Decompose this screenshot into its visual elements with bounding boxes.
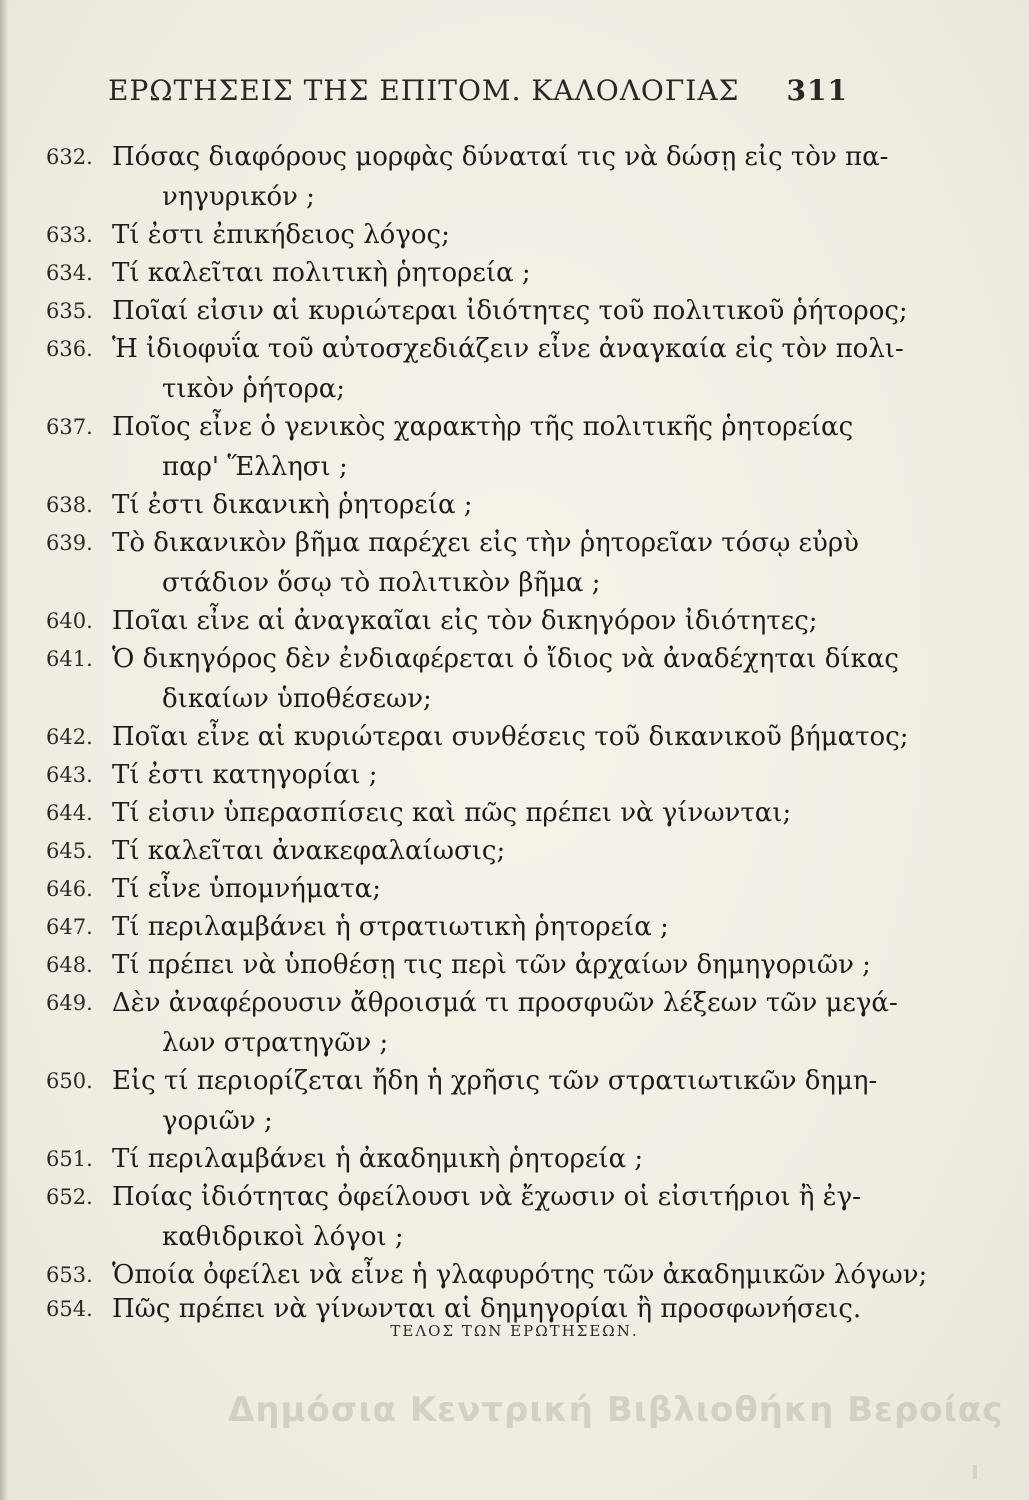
question-text-continued: γοριῶν ; bbox=[162, 1106, 273, 1136]
question-number: 642. bbox=[46, 725, 93, 749]
question-text: Τί καλεῖται πολιτικὴ ῥητορεία ; bbox=[112, 258, 531, 288]
question-text: Τί ἐστι ἐπικήδειος λόγος; bbox=[112, 220, 450, 250]
question-number: 636. bbox=[46, 337, 93, 361]
question-number: 643. bbox=[46, 763, 93, 787]
question-number: 651. bbox=[46, 1147, 93, 1171]
question-text: Ποῖος εἶνε ὁ γενικὸς χαρακτὴρ τῆς πολιτικῆς ῥητορείας bbox=[112, 412, 854, 442]
question-number: 653. bbox=[46, 1263, 93, 1287]
question-text-continued: λων στρατηγῶν ; bbox=[162, 1028, 389, 1058]
question-text: Πῶς πρέπει νὰ γίνωνται αἱ δημηγορίαι ἢ προσφωνήσεις. bbox=[112, 1294, 862, 1324]
question-number: 652. bbox=[46, 1185, 93, 1209]
question-number: 641. bbox=[46, 647, 93, 671]
header-title: ΕΡΩΤΗΣΕΙΣ ΤΗΣ ΕΠΙΤΟΜ. ΚΑΛΟΛΟΓΙΑΣ bbox=[108, 74, 740, 107]
page-number: 311 bbox=[786, 74, 848, 107]
running-header bbox=[108, 74, 848, 107]
question-text: Τί ἐστι κατηγορίαι ; bbox=[112, 760, 378, 790]
question-number: 634. bbox=[46, 261, 93, 285]
question-number: 650. bbox=[46, 1069, 93, 1093]
question-text: Τί περιλαμβάνει ἡ στρατιωτικὴ ῥητορεία ; bbox=[112, 912, 669, 942]
question-text: Δὲν ἀναφέρουσιν ἄθροισμά τι προσφυῶν λέξεων τῶν μεγά- bbox=[112, 988, 898, 1018]
question-text: Τί πρέπει νὰ ὑποθέσῃ τις περὶ τῶν ἀρχαίων δημηγοριῶν ; bbox=[112, 950, 871, 980]
question-number: 633. bbox=[46, 223, 93, 247]
question-text: Τί περιλαμβάνει ἡ ἀκαδημικὴ ῥητορεία ; bbox=[112, 1144, 644, 1174]
question-text: Τί ἐστι δικανικὴ ῥητορεία ; bbox=[112, 490, 473, 520]
question-text-continued: καθιδρικοὶ λόγοι ; bbox=[162, 1222, 404, 1252]
question-text: Ποῖαι εἶνε αἱ κυριώτεραι συνθέσεις τοῦ δικανικοῦ βήματος; bbox=[112, 722, 909, 752]
end-of-questions-footer: ΤΕΛΟΣ ΤΩΝ ΕΡΩΤΗΣΕΩΝ. bbox=[390, 1322, 639, 1340]
question-number: 648. bbox=[46, 953, 93, 977]
question-text: Ποῖαί εἰσιν αἱ κυριώτεραι ἰδιότητες τοῦ πολιτικοῦ ῥήτορος; bbox=[112, 296, 908, 326]
question-number: 638. bbox=[46, 493, 93, 517]
question-text: Πόσας διαφόρους μορφὰς δύναταί τις νὰ δώσῃ εἰς τὸν πα- bbox=[112, 142, 889, 172]
question-number: 632. bbox=[46, 145, 93, 169]
library-stamp: Δημόσια Κεντρική Βιβλιοθήκη Βεροίας bbox=[228, 1390, 1004, 1430]
question-text-continued: παρ' Ἕλλησι ; bbox=[162, 452, 348, 482]
question-text-continued: δικαίων ὑποθέσεων; bbox=[162, 684, 432, 714]
question-text: Ποίας ἰδιότητας ὀφείλουσι νὰ ἔχωσιν οἱ εἰσιτήριοι ἢ ἐγ- bbox=[112, 1182, 861, 1212]
question-number: 645. bbox=[46, 839, 93, 863]
question-text: Εἰς τί περιορίζεται ἤδη ἡ χρῆσις τῶν στρατιωτικῶν δημη- bbox=[112, 1066, 878, 1096]
question-text: Ποῖαι εἶνε αἱ ἀναγκαῖαι εἰς τὸν δικηγόρον ἰδιότητες; bbox=[112, 606, 818, 636]
question-number: 639. bbox=[46, 531, 93, 555]
page-mark bbox=[973, 1465, 977, 1479]
question-text-continued: νηγυρικόν ; bbox=[162, 182, 315, 212]
question-text: Ἡ ἰδιοφυΐα τοῦ αὐτοσχεδιάζειν εἶνε ἀναγκαία εἰς τὸν πολι- bbox=[112, 334, 904, 364]
question-text: Τί εἶνε ὑπομνήματα; bbox=[112, 874, 381, 904]
question-number: 640. bbox=[46, 609, 93, 633]
question-number: 647. bbox=[46, 915, 93, 939]
question-number: 637. bbox=[46, 415, 93, 439]
question-number: 649. bbox=[46, 991, 93, 1015]
question-number: 646. bbox=[46, 877, 93, 901]
question-number: 644. bbox=[46, 801, 93, 825]
question-text: Τὸ δικανικὸν βῆμα παρέχει εἰς τὴν ῥητορεῖαν τόσῳ εὐρὺ bbox=[112, 528, 859, 558]
page-edge bbox=[0, 0, 8, 1500]
question-number: 635. bbox=[46, 299, 93, 323]
question-number: 654. bbox=[46, 1297, 93, 1321]
question-text: Ὁ δικηγόρος δὲν ἐνδιαφέρεται ὁ ἴδιος νὰ ἀναδέχηται δίκας bbox=[112, 644, 899, 674]
question-text: Τί καλεῖται ἀνακεφαλαίωσις; bbox=[112, 836, 506, 866]
question-text-continued: τικὸν ῥήτορα; bbox=[162, 374, 346, 404]
question-text-continued: στάδιον ὅσῳ τὸ πολιτικὸν βῆμα ; bbox=[162, 568, 601, 598]
question-text: Ὁποία ὀφείλει νὰ εἶνε ἡ γλαφυρότης τῶν ἀκαδημικῶν λόγων; bbox=[112, 1260, 928, 1290]
question-text: Τί εἰσιν ὑπερασπίσεις καὶ πῶς πρέπει νὰ γίνωνται; bbox=[112, 798, 792, 828]
